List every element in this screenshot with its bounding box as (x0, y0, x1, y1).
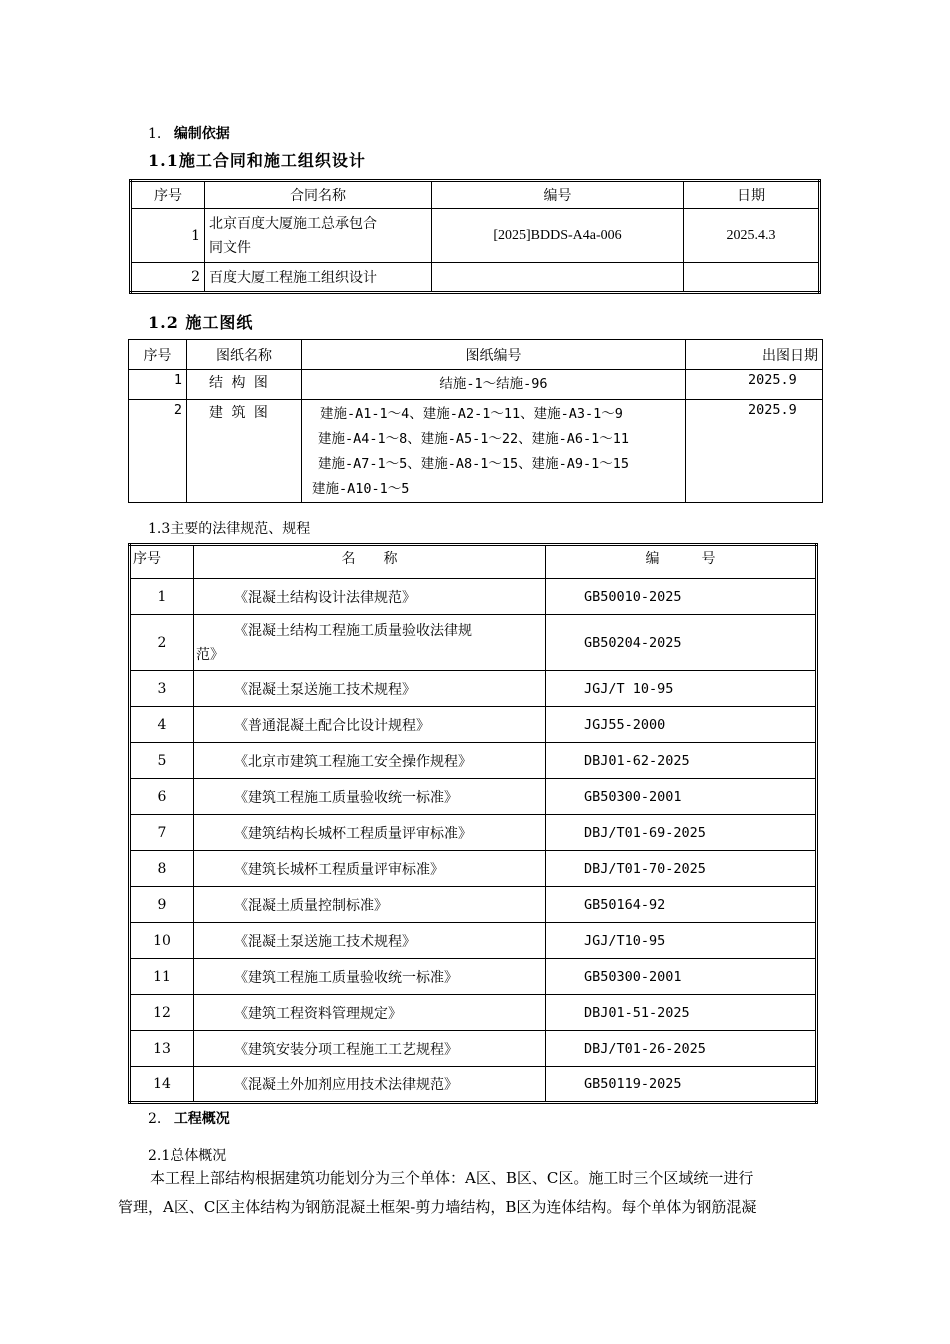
header-cell: 图纸编号 (302, 340, 686, 370)
law-code: DBJ01-51-2025 (546, 995, 817, 1031)
section-title: 工程概况 (173, 1111, 230, 1127)
section-2-1-heading: 2.1总体概况 (148, 1148, 227, 1164)
table-row (130, 1067, 817, 1103)
table-header-row (129, 340, 823, 370)
drawing-code-list (302, 400, 686, 503)
header-cell: 编 号 (546, 545, 817, 579)
contract-name: 百度大厦工程施工组织设计 (205, 263, 432, 293)
law-name: 《建筑长城杯工程质量评审标准》 (194, 851, 546, 887)
law-name: 《普通混凝土配合比设计规程》 (194, 707, 546, 743)
law-code: GB50119-2025 (546, 1067, 817, 1103)
header-cell: 编号 (432, 181, 684, 209)
contract-name-line: 北京百度大厦施工总承包合 (209, 215, 377, 232)
row-number: 3 (130, 671, 194, 707)
header-cell: 图纸名称 (187, 340, 302, 370)
law-name: 《建筑工程资料管理规定》 (194, 995, 546, 1031)
paragraph-line: 本工程上部结构根据建筑功能划分为三个单体：A区、B区、C区。施工时三个区域统一进行 (150, 1169, 754, 1187)
header-cell: 序号 (131, 181, 205, 209)
paragraph-line: 管理，A区、C区主体结构为钢筋混凝土框架-剪力墙结构，B区为连体结构。每个单体为钢筋混凝 (118, 1198, 757, 1216)
drawing-code-line: 建施-A1-1～4、建施-A2-1～11、建施-A3-1～9 (320, 406, 623, 422)
law-name: 《建筑工程施工质量验收统一标准》 (194, 959, 546, 995)
law-name: 《建筑安装分项工程施工工艺规程》 (194, 1031, 546, 1067)
section-title: 编制依据 (173, 126, 230, 142)
drawing-name: 结 构 图 (187, 370, 302, 400)
law-code: DBJ/T01-70-2025 (546, 851, 817, 887)
row-number: 2 (131, 263, 205, 293)
drawing-code-line: 建施-A7-1～5、建施-A8-1～15、建施-A9-1～15 (318, 456, 630, 472)
law-name: 《建筑结构长城杯工程质量评审标准》 (194, 815, 546, 851)
table-row (130, 995, 817, 1031)
row-number: 9 (130, 887, 194, 923)
law-code: DBJ/T01-26-2025 (546, 1031, 817, 1067)
law-name: 《混凝土结构设计法律规范》 (194, 579, 546, 615)
law-name (194, 615, 546, 671)
law-code: JGJ/T 10-95 (546, 671, 817, 707)
contract-table (129, 179, 821, 294)
header-cell: 序号 (129, 340, 187, 370)
law-name: 《混凝土泵送施工技术规程》 (194, 671, 546, 707)
row-number: 2 (129, 400, 187, 503)
row-number: 6 (130, 779, 194, 815)
table-row (130, 851, 817, 887)
table-row (130, 579, 817, 615)
table-header-row (130, 545, 817, 579)
table-row (131, 263, 820, 293)
table-row (130, 923, 817, 959)
drawing-code-line: 建施-A4-1～8、建施-A5-1～22、建施-A6-1～11 (318, 431, 630, 447)
drawing-code-line: 建施-A10-1～5 (312, 481, 410, 497)
row-number: 8 (130, 851, 194, 887)
section-1-2-heading: 1.2 施工图纸 (148, 313, 254, 332)
table-row (130, 743, 817, 779)
contract-name (205, 209, 432, 263)
contract-code (432, 263, 684, 293)
table-row (129, 370, 823, 400)
table-row (130, 671, 817, 707)
table-row (130, 615, 817, 671)
row-number: 4 (130, 707, 194, 743)
laws-table-body (130, 579, 817, 1103)
contract-date (684, 263, 820, 293)
table-row (129, 400, 823, 503)
table-row (130, 887, 817, 923)
law-name: 《建筑工程施工质量验收统一标准》 (194, 779, 546, 815)
law-code: JGJ/T10-95 (546, 923, 817, 959)
header-cell: 名 称 (194, 545, 546, 579)
section-2-heading (148, 1108, 230, 1128)
law-code: GB50204-2025 (546, 615, 817, 671)
law-code: GB50300-2001 (546, 959, 817, 995)
laws-table (128, 543, 818, 1104)
contract-date: 2025.4.3 (684, 209, 820, 263)
drawings-table (128, 339, 823, 503)
table-row (130, 815, 817, 851)
row-number: 5 (130, 743, 194, 779)
header-cell: 日期 (684, 181, 820, 209)
row-number: 10 (130, 923, 194, 959)
header-cell: 合同名称 (205, 181, 432, 209)
contract-code: [2025]BDDS-A4a-006 (432, 209, 684, 263)
row-number: 13 (130, 1031, 194, 1067)
row-number: 1 (129, 370, 187, 400)
law-code: DBJ/T01-69-2025 (546, 815, 817, 851)
row-number: 7 (130, 815, 194, 851)
law-code: GB50010-2025 (546, 579, 817, 615)
law-name-line: 《混凝土结构工程施工质量验收法律规 (234, 622, 472, 639)
table-row (130, 1031, 817, 1067)
law-name: 《混凝土质量控制标准》 (194, 887, 546, 923)
row-number: 1 (130, 579, 194, 615)
row-number: 11 (130, 959, 194, 995)
table-row (131, 209, 820, 263)
section-number: 1. (148, 126, 162, 142)
law-code: JGJ55-2000 (546, 707, 817, 743)
row-number: 1 (131, 209, 205, 263)
section-1-3-heading: 1.3主要的法律规范、规程 (148, 521, 311, 537)
law-code: GB50164-92 (546, 887, 817, 923)
table-row (130, 707, 817, 743)
drawing-date: 2025.9 (686, 370, 823, 400)
drawing-date: 2025.9 (686, 400, 823, 503)
table-header-row (131, 181, 820, 209)
header-cell: 序号 (130, 545, 194, 579)
law-name: 《混凝土外加剂应用技术法律规范》 (194, 1067, 546, 1103)
section-1-1-heading: 1.1施工合同和施工组织设计 (148, 151, 366, 170)
drawing-name: 建 筑 图 (187, 400, 302, 503)
law-name: 《混凝土泵送施工技术规程》 (194, 923, 546, 959)
row-number: 14 (130, 1067, 194, 1103)
row-number: 12 (130, 995, 194, 1031)
section-1-heading (148, 123, 230, 143)
table-row (130, 959, 817, 995)
law-code: GB50300-2001 (546, 779, 817, 815)
law-code: DBJ01-62-2025 (546, 743, 817, 779)
table-row (130, 779, 817, 815)
law-name: 《北京市建筑工程施工安全操作规程》 (194, 743, 546, 779)
section-number: 2. (148, 1111, 162, 1127)
drawing-code: 结施-1～结施-96 (302, 370, 686, 400)
law-name-line: 范》 (196, 646, 224, 663)
header-cell: 出图日期 (686, 340, 823, 370)
row-number: 2 (130, 615, 194, 671)
contract-name-line: 同文件 (209, 239, 251, 256)
